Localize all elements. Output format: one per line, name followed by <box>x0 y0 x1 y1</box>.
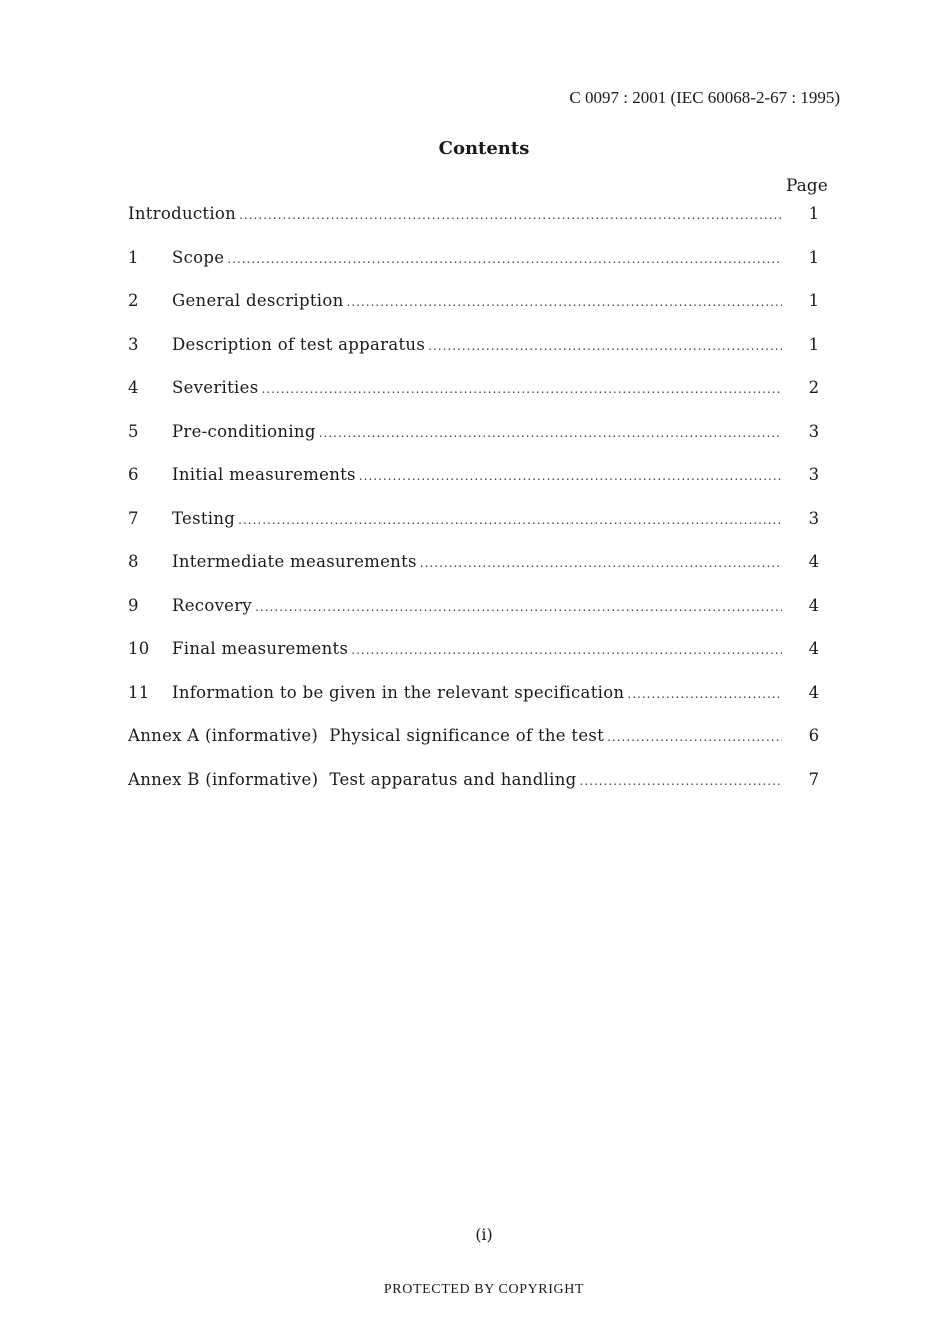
toc-entry-number: 8 <box>128 552 139 571</box>
table-of-contents <box>128 204 828 813</box>
toc-entry-number: 7 <box>128 508 139 528</box>
toc-entry-title: Pre-conditioning <box>172 421 316 441</box>
toc-entry-page: 4 <box>808 682 820 702</box>
toc-entry-title: Final measurements <box>172 639 349 658</box>
page-number: (i) <box>475 1225 493 1244</box>
toc-entry-title: Description of test apparatus <box>172 334 426 354</box>
toc-entry-general-description[interactable] <box>128 291 828 335</box>
toc-entry-title: Recovery <box>172 595 253 615</box>
toc-entry-page: 6 <box>808 726 820 745</box>
leader-dots <box>428 339 782 353</box>
toc-entry-title: Scope <box>172 247 225 267</box>
page-column-header: Page <box>786 176 828 196</box>
document-id: C 0097 : 2001 (IEC 60068-2-67 : 1995) <box>569 88 840 107</box>
toc-entry-scope[interactable] <box>128 248 828 292</box>
toc-entry-title: Annex A (informative) Physical significance of the test <box>128 726 605 745</box>
toc-entry-number: 10 <box>128 639 150 658</box>
leader-dots <box>239 208 782 222</box>
toc-entry-title: Intermediate measurements <box>172 552 417 571</box>
toc-entry-annex-b[interactable] <box>128 770 828 814</box>
leader-dots <box>607 730 782 744</box>
toc-entry-number: 1 <box>128 247 139 267</box>
toc-entry-page: 4 <box>808 595 820 615</box>
leader-dots <box>238 513 782 527</box>
toc-entry-title: Annex B (informative) Test apparatus and handling <box>128 769 577 789</box>
toc-entry-number: 3 <box>128 334 139 354</box>
toc-entry-final-measurements[interactable] <box>128 639 828 683</box>
toc-entry-intermediate-measurements[interactable] <box>128 552 828 596</box>
toc-entry-number: 11 <box>128 682 150 702</box>
toc-entry-relevant-specification[interactable] <box>128 683 828 727</box>
toc-entry-page: 3 <box>808 465 820 484</box>
leader-dots <box>255 600 782 614</box>
toc-entry-title: Testing <box>172 508 236 528</box>
toc-entry-annex-a[interactable] <box>128 726 828 770</box>
toc-entry-title: Severities <box>172 378 259 397</box>
toc-entry-pre-conditioning[interactable] <box>128 422 828 466</box>
leader-dots <box>319 426 782 440</box>
toc-entry-page: 4 <box>808 639 820 658</box>
toc-entry-page: 1 <box>808 204 820 223</box>
toc-entry-severities[interactable] <box>128 378 828 422</box>
toc-entry-recovery[interactable] <box>128 596 828 640</box>
toc-entry-page: 3 <box>808 508 820 528</box>
toc-entry-number: 2 <box>128 291 139 310</box>
toc-entry-initial-measurements[interactable] <box>128 465 828 509</box>
copyright-notice: PROTECTED BY COPYRIGHT <box>383 1282 585 1297</box>
toc-entry-title: General description <box>172 291 344 310</box>
toc-entry-page: 3 <box>808 421 820 441</box>
leader-dots <box>627 687 782 701</box>
leader-dots <box>359 469 782 483</box>
leader-dots <box>351 643 782 657</box>
page-title: Contents <box>438 138 530 159</box>
toc-entry-number: 5 <box>128 421 139 441</box>
toc-entry-page: 1 <box>808 334 820 354</box>
toc-entry-page: 2 <box>808 378 820 397</box>
toc-entry-page: 1 <box>808 291 820 310</box>
toc-entry-number: 4 <box>128 378 139 397</box>
toc-entry-page: 4 <box>808 552 820 571</box>
toc-entry-title: Information to be given in the relevant specification <box>172 682 625 702</box>
toc-entry-page: 7 <box>808 769 820 789</box>
toc-entry-test-apparatus[interactable] <box>128 335 828 379</box>
leader-dots <box>261 382 782 396</box>
toc-entry-number: 6 <box>128 465 139 484</box>
toc-entry-title: Introduction <box>128 204 237 223</box>
toc-entry-page: 1 <box>808 247 820 267</box>
toc-entry-introduction[interactable] <box>128 204 828 248</box>
leader-dots <box>420 556 782 570</box>
leader-dots <box>227 252 782 266</box>
toc-entry-testing[interactable] <box>128 509 828 553</box>
leader-dots <box>347 295 782 309</box>
toc-entry-number: 9 <box>128 595 139 615</box>
leader-dots <box>580 774 782 788</box>
toc-entry-title: Initial measurements <box>172 465 356 484</box>
